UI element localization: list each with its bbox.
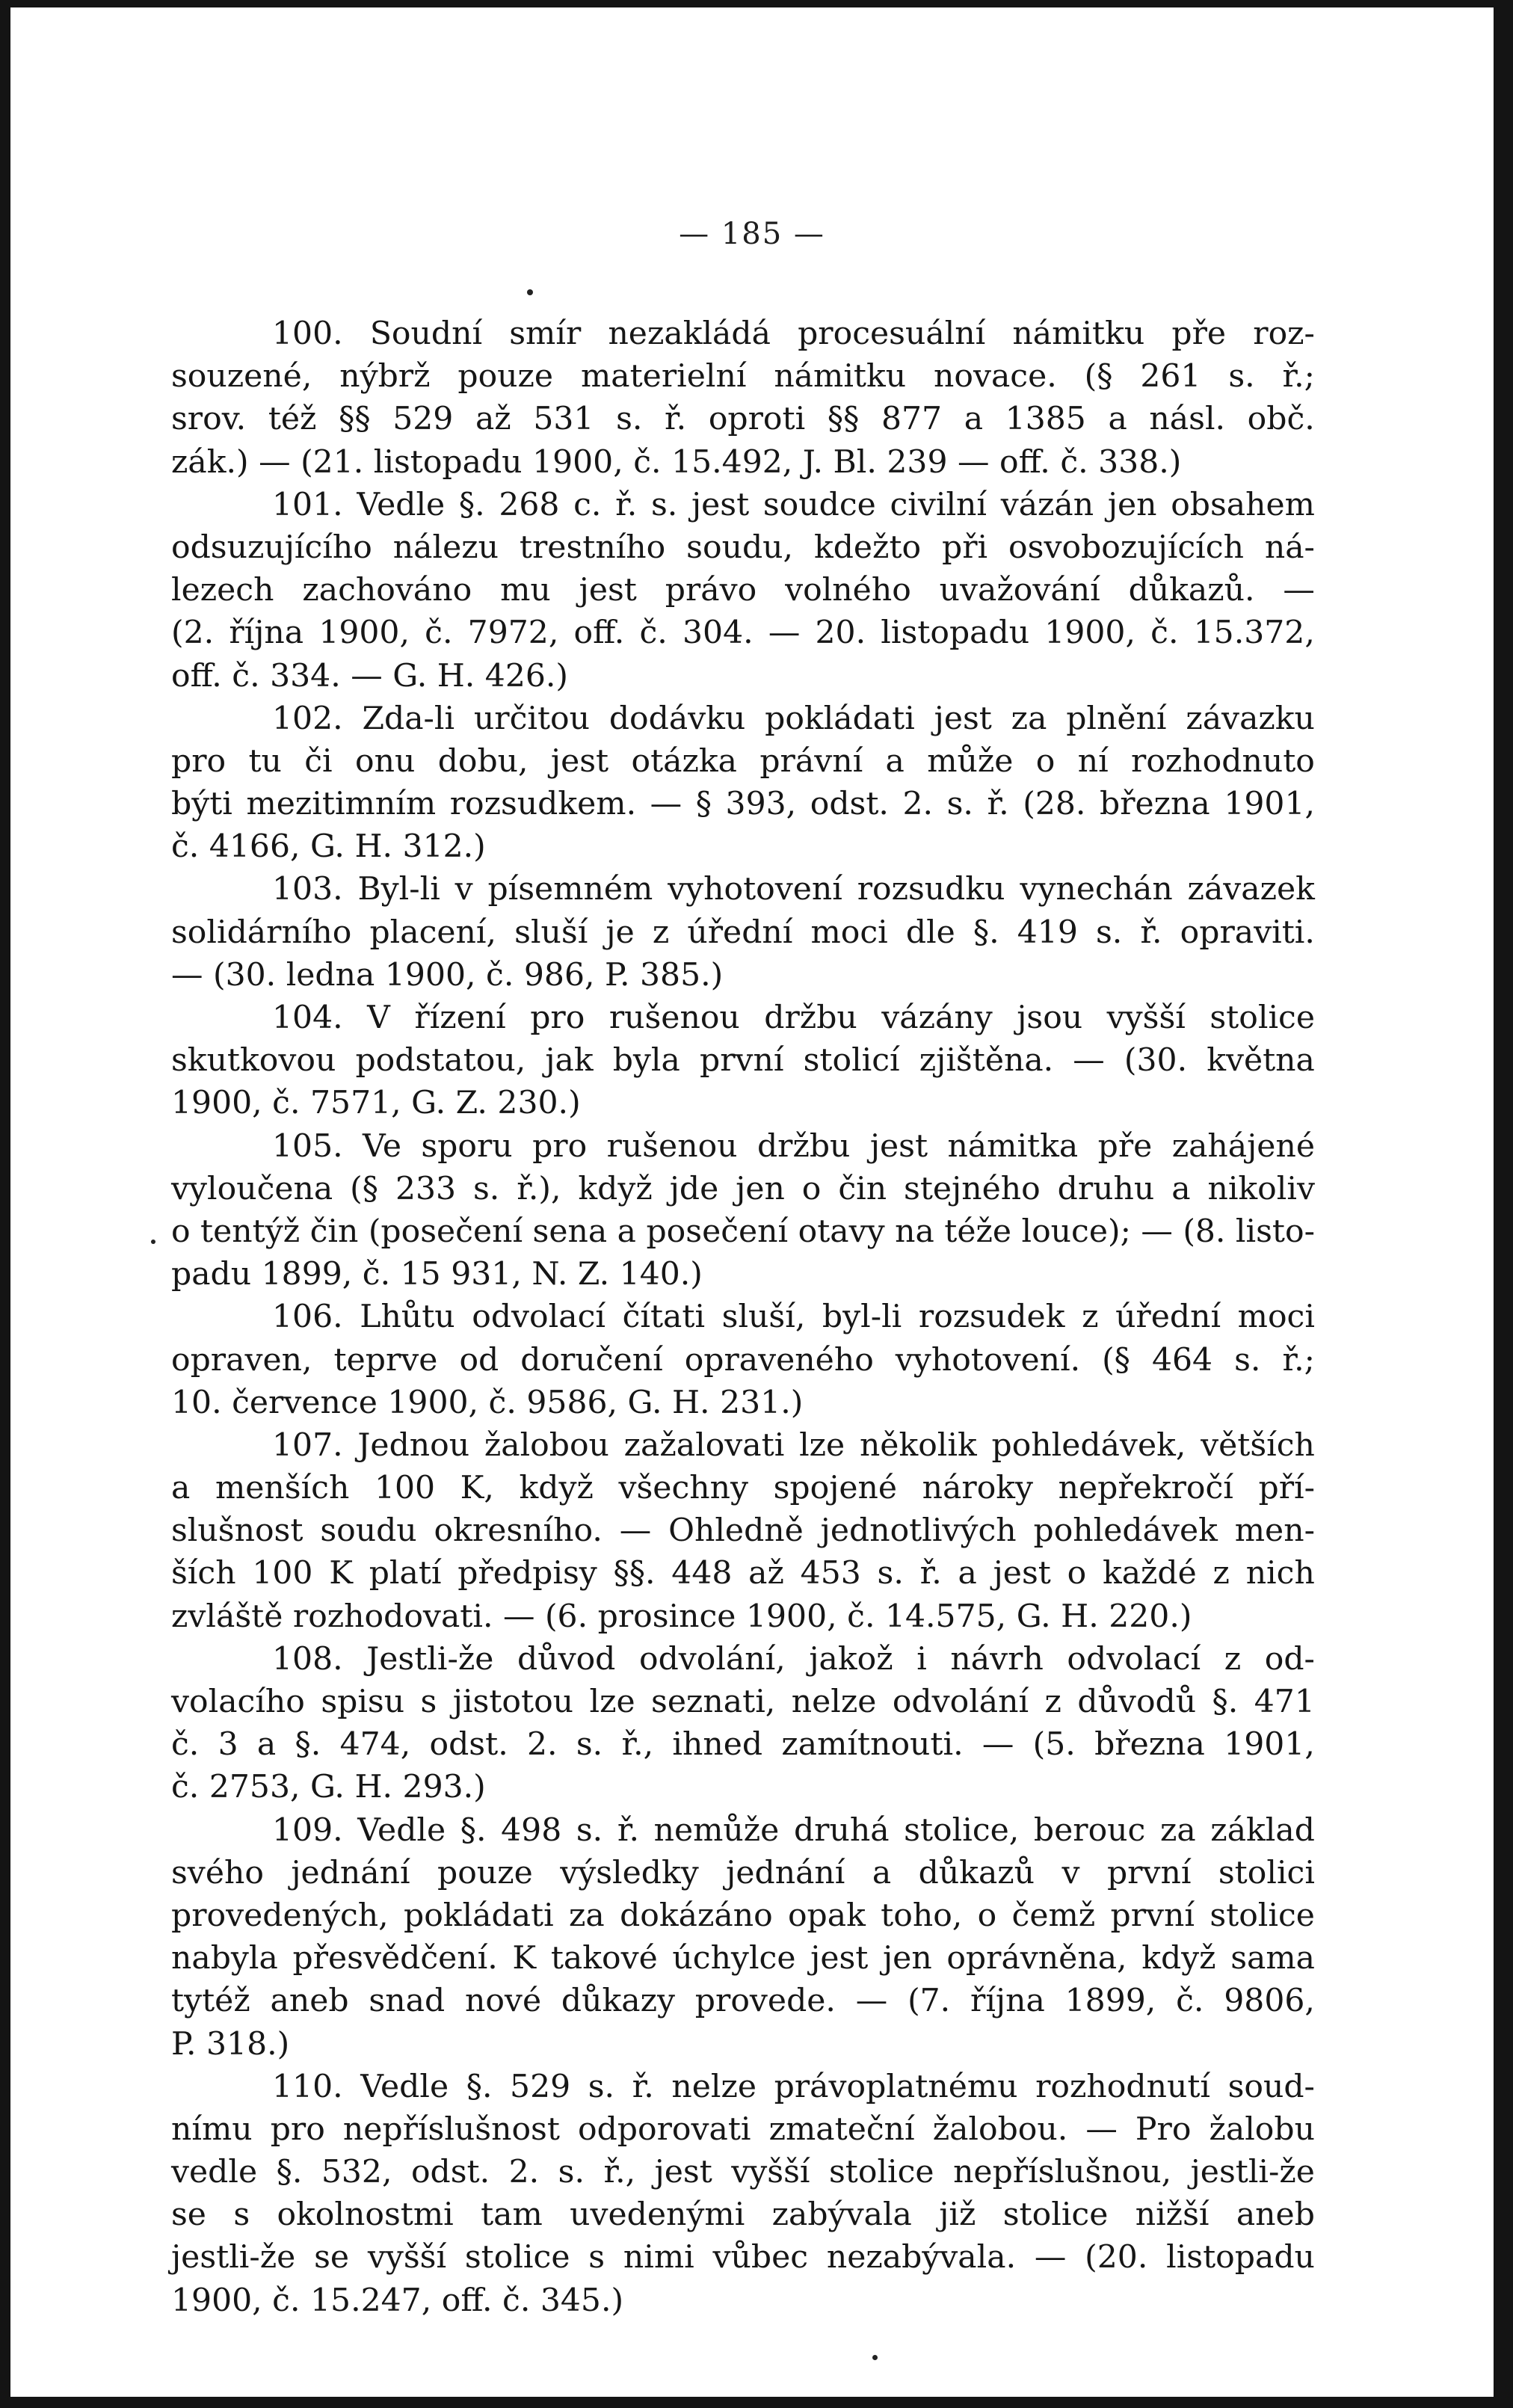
paragraph <box>171 1125 1315 1296</box>
text-body <box>171 312 1315 2322</box>
paragraph <box>171 484 1315 698</box>
paragraph <box>171 1296 1315 1424</box>
text-line: vedle §. 532, odst. 2. s. ř., jest vyšší stolice nepříslušnou, jestli-že <box>171 2154 1315 2191</box>
text-line: nímu pro nepříslušnost odporovati zmateční žalobou. — Pro žalobu <box>171 2110 1315 2148</box>
paragraph <box>171 868 1315 997</box>
text-line: nabyla přesvědčení. K takové úchylce jest jen oprávněna, když sama <box>171 1940 1315 1977</box>
paragraph <box>171 997 1315 1125</box>
text-line: o tentýž čin (posečení sena a posečení otavy na téže louce); — (8. listo- <box>171 1213 1315 1250</box>
text-line: opraven, teprve od doručení opraveného vyhotovení. (§ 464 s. ř.; <box>171 1341 1315 1379</box>
text-line: č. 2753, G. H. 293.) <box>171 1769 486 1806</box>
text-line: se s okolnostmi tam uvedenými zabývala již stolice nižší aneb <box>171 2196 1315 2234</box>
text-line: jestli-že se vyšší stolice s nimi vůbec nezabývala. — (20. listopadu <box>171 2239 1315 2276</box>
text-line: lezech zachováno mu jest právo volného uvažování důkazů. — <box>171 572 1315 609</box>
text-line: padu 1899, č. 15 931, N. Z. 140.) <box>171 1256 703 1293</box>
text-line: zvláště rozhodovati. — (6. prosince 1900, č. 14.575, G. H. 220.) <box>171 1598 1192 1635</box>
text-line: — (30. ledna 1900, č. 986, P. 385.) <box>171 956 724 994</box>
text-line: slušnost soudu okresního. — Ohledně jednotlivých pohledávek men- <box>171 1512 1315 1550</box>
text-line: č. 3 a §. 474, odst. 2. s. ř., ihned zamítnouti. — (5. března 1901, <box>171 1726 1315 1764</box>
text-line: provedených, pokládati za dokázáno opak toho, o čemž první stolice <box>171 1897 1315 1934</box>
text-line: býti mezitimním rozsudkem. — § 393, odst. 2. s. ř. (28. března 1901, <box>171 786 1315 823</box>
paragraph <box>171 1809 1315 2066</box>
text-line: odsuzujícího nálezu trestního soudu, kdežto při osvobozujících ná- <box>171 529 1315 566</box>
paragraph <box>171 1424 1315 1638</box>
text-line: solidárního placení, sluší je z úřední moci dle §. 419 s. ř. opraviti. <box>171 914 1315 951</box>
text-line: srov. též §§ 529 až 531 s. ř. oproti §§ 877 a 1385 a násl. obč. <box>171 401 1315 438</box>
text-line: ších 100 K platí předpisy §§. 448 až 453 s. ř. a jest o každé z nich <box>171 1555 1315 1592</box>
text-line: souzené, nýbrž pouze materielní námitku novace. (§ 261 s. ř.; <box>171 358 1315 395</box>
print-speck <box>527 289 533 295</box>
text-line: a menších 100 K, když všechny spojené nároky nepřekročí pří- <box>171 1470 1315 1507</box>
text-line: P. 318.) <box>171 2025 290 2063</box>
text-line: 1900, č. 15.247, off. č. 345.) <box>171 2282 624 2319</box>
text-line: 1900, č. 7571, G. Z. 230.) <box>171 1085 581 1122</box>
text-line: zák.) — (21. listopadu 1900, č. 15.492, J. Bl. 239 — off. č. 338.) <box>171 443 1182 481</box>
text-line: 107. Jednou žalobou zažalovati lze několik pohledávek, větších <box>272 1426 1315 1464</box>
text-line: 100. Soudní smír nezakládá procesuální námitku pře roz- <box>272 315 1315 352</box>
text-line: 110. Vedle §. 529 s. ř. nelze právoplatnému rozhodnutí soud- <box>272 2068 1315 2105</box>
text-line: 108. Jestli-že důvod odvolání, jakož i návrh odvolací z od- <box>272 1640 1315 1678</box>
text-line: off. č. 334. — G. H. 426.) <box>171 657 569 695</box>
text-line: 102. Zda-li určitou dodávku pokládati jest za plnění závazku <box>272 700 1315 737</box>
text-line: pro tu či onu dobu, jest otázka právní a může o ní rozhodnuto <box>171 742 1315 780</box>
text-line: (2. října 1900, č. 7972, off. č. 304. — 20. listopadu 1900, č. 15.372, <box>171 615 1315 652</box>
text-line: tytéž aneb snad nové důkazy provede. — (7. října 1899, č. 9806, <box>171 1983 1315 2020</box>
text-line: č. 4166, G. H. 312.) <box>171 828 486 866</box>
text-line: 10. července 1900, č. 9586, G. H. 231.) <box>171 1384 804 1421</box>
text-line: 101. Vedle §. 268 c. ř. s. jest soudce civilní vázán jen obsahem <box>272 486 1315 523</box>
paragraph <box>171 312 1315 484</box>
print-speck <box>151 1240 155 1244</box>
text-line: 106. Lhůtu odvolací čítati sluší, byl-li rozsudek z úřední moci <box>272 1299 1315 1336</box>
print-speck <box>872 2355 878 2360</box>
text-line: volacího spisu s jistotou lze seznati, nelze odvolání z důvodů §. 471 <box>171 1684 1315 1720</box>
page-number: — 185 — <box>679 217 825 251</box>
text-line: 103. Byl-li v písemném vyhotovení rozsudku vynechán závazek <box>272 871 1315 908</box>
paragraph <box>171 2066 1315 2322</box>
text-line: vyloučena (§ 233 s. ř.), když jde jen o čin stejného druhu a nikoliv <box>171 1170 1315 1207</box>
text-line: skutkovou podstatou, jak byla první stolicí zjištěna. — (30. května <box>171 1042 1315 1080</box>
paragraph <box>171 698 1315 869</box>
text-line: svého jednání pouze výsledky jednání a důkazů v první stolici <box>171 1854 1315 1891</box>
book-page <box>10 7 1494 2397</box>
text-line: 104. V řízení pro rušenou držbu vázány jsou vyšší stolice <box>272 1000 1315 1036</box>
text-line: 109. Vedle §. 498 s. ř. nemůže druhá stolice, berouc za základ <box>272 1811 1315 1849</box>
text-line: 105. Ve sporu pro rušenou držbu jest námitka pře zahájené <box>272 1127 1315 1165</box>
paragraph <box>171 1638 1315 1809</box>
